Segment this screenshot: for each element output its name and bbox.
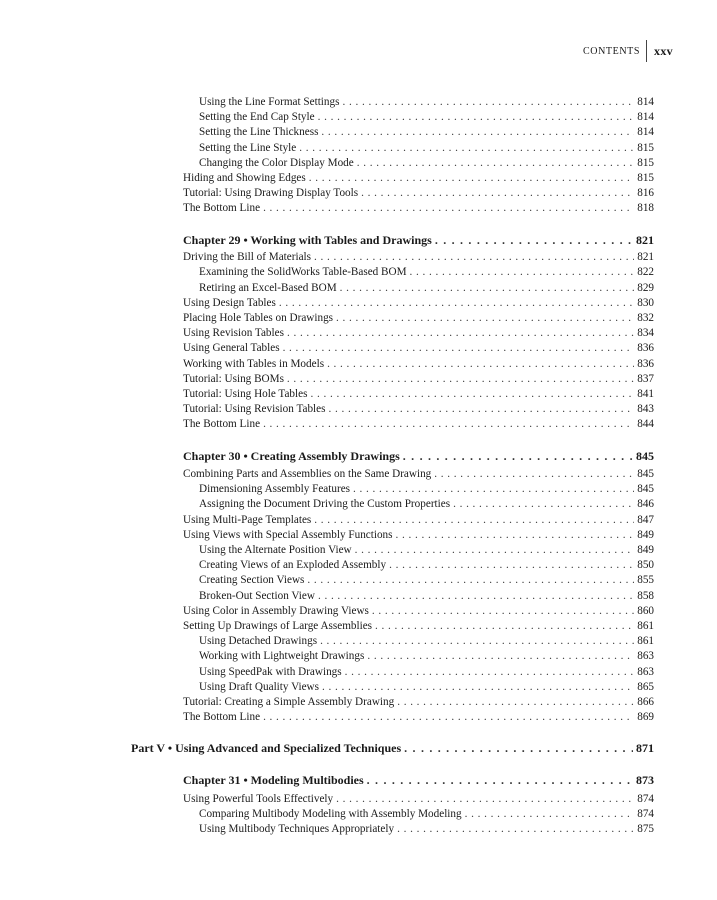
toc-entry: Setting the Line Style . . . 815 <box>199 141 654 155</box>
toc-entry: Tutorial: Using Hole Tables . . . 841 <box>183 387 654 401</box>
chapter-heading: Chapter 29 • Working with Tables and Drawings . . . 821 <box>183 233 654 247</box>
toc-entry: Using Design Tables . . . 830 <box>183 296 654 310</box>
toc-entry: Using the Alternate Position View . . . 849 <box>199 543 654 557</box>
running-header-label: CONTENTS <box>583 45 641 57</box>
toc-entry: Setting the End Cap Style . . . 814 <box>199 110 654 124</box>
toc-entry: Tutorial: Using BOMs . . . 837 <box>183 372 654 386</box>
toc-entry: Hiding and Showing Edges . . . 815 <box>183 171 654 185</box>
running-header <box>583 40 673 62</box>
toc-entry: Using Multibody Techniques Appropriately . . . 875 <box>199 822 654 836</box>
toc-entry: The Bottom Line . . . 844 <box>183 417 654 431</box>
toc-entry: Assigning the Document Driving the Custom Properties . . . 846 <box>199 497 654 511</box>
toc-entry: Working with Lightweight Drawings . . . 863 <box>199 649 654 663</box>
toc-entry: Tutorial: Using Drawing Display Tools . . . 816 <box>183 186 654 200</box>
toc-entry: Setting Up Drawings of Large Assemblies . . . 861 <box>183 619 654 633</box>
toc-entry: Creating Views of an Exploded Assembly . . . 850 <box>199 558 654 572</box>
toc-entry: Tutorial: Creating a Simple Assembly Drawing . . . 866 <box>183 695 654 709</box>
part-heading: Part V • Using Advanced and Specialized Techniques . . . 871 <box>131 741 654 755</box>
toc-entry: Examining the SolidWorks Table-Based BOM . . . 822 <box>199 265 654 279</box>
toc-entry: Changing the Color Display Mode . . . 815 <box>199 156 654 170</box>
toc-entry: Using General Tables . . . 836 <box>183 341 654 355</box>
toc-entry: Tutorial: Using Revision Tables . . . 843 <box>183 402 654 416</box>
toc-entry: Creating Section Views . . . 855 <box>199 573 654 587</box>
chapter-heading: Chapter 31 • Modeling Multibodies . . . 873 <box>183 773 654 787</box>
toc-entry: The Bottom Line . . . 869 <box>183 710 654 724</box>
toc-entry: Using Draft Quality Views . . . 865 <box>199 680 654 694</box>
toc-entry: Broken-Out Section View . . . 858 <box>199 589 654 603</box>
toc-entry: Retiring an Excel-Based BOM . . . 829 <box>199 281 654 295</box>
toc-entry: Comparing Multibody Modeling with Assembly Modeling . . . 874 <box>199 807 654 821</box>
toc-entry: The Bottom Line . . . 818 <box>183 201 654 215</box>
toc-entry: Dimensioning Assembly Features . . . 845 <box>199 482 654 496</box>
toc-entry: Using Views with Special Assembly Functions . . . 849 <box>183 528 654 542</box>
toc-entry: Combining Parts and Assemblies on the Same Drawing . . . 845 <box>183 467 654 481</box>
header-divider <box>646 40 647 62</box>
toc-entry: Driving the Bill of Materials . . . 821 <box>183 250 654 264</box>
toc-entry: Using Revision Tables . . . 834 <box>183 326 654 340</box>
toc-entry: Placing Hole Tables on Drawings . . . 832 <box>183 311 654 325</box>
toc-entry: Working with Tables in Models . . . 836 <box>183 357 654 371</box>
toc-entry: Using SpeedPak with Drawings . . . 863 <box>199 665 654 679</box>
toc-entry: Using the Line Format Settings . . . 814 <box>199 95 654 109</box>
chapter-heading: Chapter 30 • Creating Assembly Drawings . . . 845 <box>183 449 654 463</box>
toc-entry: Using Multi-Page Templates . . . 847 <box>183 513 654 527</box>
toc-entry: Using Color in Assembly Drawing Views . . . 860 <box>183 604 654 618</box>
toc-entry: Setting the Line Thickness . . . 814 <box>199 125 654 139</box>
page-number: xxv <box>654 43 673 58</box>
toc-entry: Using Powerful Tools Effectively . . . 874 <box>183 792 654 806</box>
toc-entry: Using Detached Drawings . . . 861 <box>199 634 654 648</box>
